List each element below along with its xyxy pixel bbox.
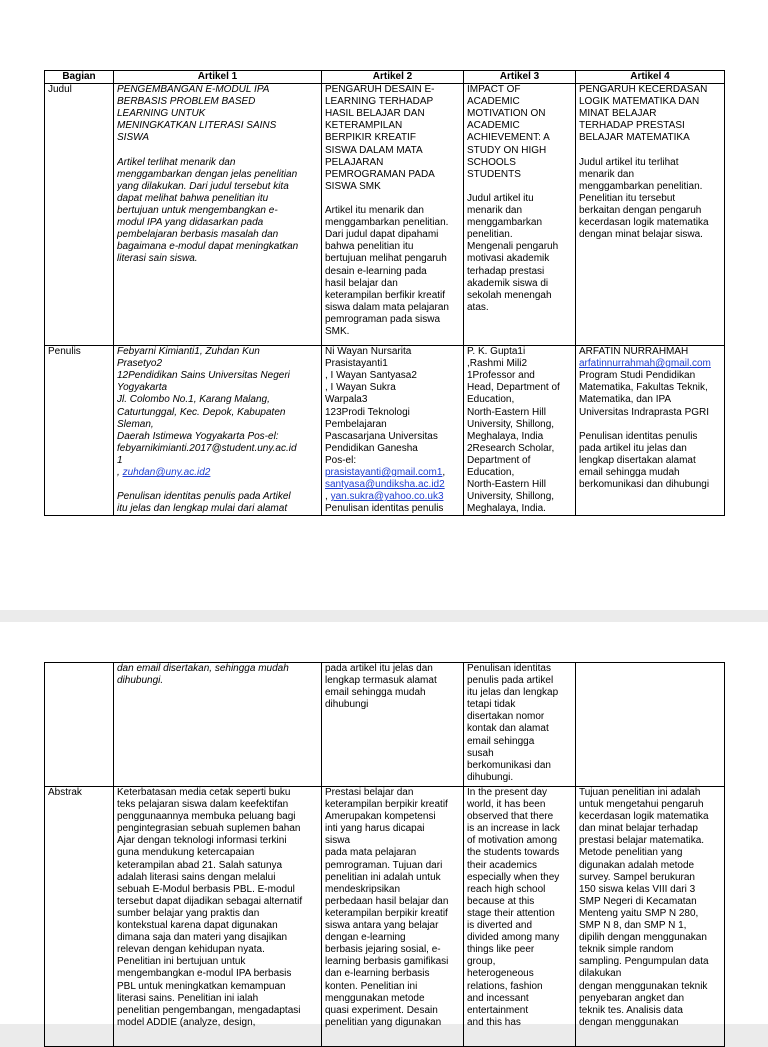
text-line: mengembangkan e-modul IPA berbasis xyxy=(117,968,292,980)
text-line: yang dilakukan. Dari judul tersebut kita xyxy=(117,180,289,192)
text-line: konten. Penelitian ini xyxy=(325,980,418,992)
penulis-artikel-2-identity xyxy=(325,346,460,467)
text-line: menarik dan xyxy=(467,205,523,217)
text-line: Warpala3 xyxy=(325,394,368,406)
text-line: lengkap disertakan alamat xyxy=(579,454,696,466)
text-line: ,Rashmi Mili2 xyxy=(467,358,528,370)
text-line: Penelitian itu tersebut xyxy=(579,192,676,204)
text-line: susah xyxy=(467,747,494,759)
text-line: stage their attention xyxy=(467,907,555,919)
text-line: penggunaannya membuka peluang bagi xyxy=(117,811,296,823)
text-line: pengintegrasian sebuah suplemen bahan xyxy=(117,823,301,835)
text-line: SMP N 8, dan SMP N 1, xyxy=(579,920,687,932)
penulis-artikel-2-note xyxy=(325,503,460,515)
text-line: KETERAMPILAN xyxy=(325,120,403,132)
text-line: TERHADAP PRESTASI xyxy=(579,120,685,132)
text-line: SISWA xyxy=(117,132,150,144)
text-line: SISWA SMK xyxy=(325,180,381,192)
abstrak-artikel-4 xyxy=(576,787,725,1047)
text-line: dan email disertakan, sehingga mudah xyxy=(117,663,289,674)
text-line: sebuah E-Modul berbasis PBL. E-modul xyxy=(117,883,295,895)
text-line: Education, xyxy=(467,467,515,479)
text-line: penyebaran angket dan xyxy=(579,992,685,1004)
text-line: Judul artikel itu terlihat xyxy=(579,156,679,168)
text-line: relations, fashion xyxy=(467,980,543,992)
penulis-artikel-4 xyxy=(576,346,725,516)
header-artikel-4: Artikel 4 xyxy=(576,71,725,84)
text-line: especially when they xyxy=(467,871,560,883)
text-line: PENGARUH DESAIN E- xyxy=(325,84,435,96)
text-line: Matematika, Fakultas Teknik, xyxy=(579,382,708,394)
text-line: Metode penelitian yang xyxy=(579,847,683,859)
text-line: LOGIK MATEMATIKA DAN xyxy=(579,96,700,108)
text-line: Prasetyo2 xyxy=(117,358,163,370)
text-line: world, it has been xyxy=(467,799,546,811)
text-line: Yogyakarta xyxy=(117,382,168,394)
penulis-artikel-2-email-line-3 xyxy=(325,491,460,503)
text-line: PELAJARAN xyxy=(325,156,384,168)
email-suffix: , xyxy=(442,467,446,479)
penulis-artikel-4-name: ARFATIN NURRAHMAH xyxy=(579,346,689,358)
text-line: Dari judul dapat dipahami xyxy=(325,229,439,241)
comparison-table-page-1 xyxy=(44,70,725,516)
penulis-artikel-1 xyxy=(114,346,322,516)
text-line: heterogeneous xyxy=(467,968,534,980)
text-line: Sleman, xyxy=(117,418,154,430)
text-line: MENINGKATKAN LITERASI SAINS xyxy=(117,120,277,132)
header-artikel-3: Artikel 3 xyxy=(464,71,576,84)
text-line: dengan minat belajar siswa. xyxy=(579,229,703,241)
penulis-artikel-4-info xyxy=(579,370,721,491)
text-line: penelitian pengembangan, mengadaptasi xyxy=(117,1004,301,1016)
text-line: terhadap prestasi xyxy=(467,265,545,277)
text-line: Education, xyxy=(467,394,515,406)
text-line: lengkap termasuk alamat xyxy=(325,675,437,687)
text-line: dipilih dengan menggunakan xyxy=(579,932,707,944)
text-line: 1 xyxy=(117,454,123,466)
text-line: In the present day xyxy=(467,787,548,798)
text-line: PBL untuk meningkatkan kemampuan xyxy=(117,980,286,992)
document-page-2 xyxy=(0,622,768,1028)
text-line: adalah literasi sains dengan melalui xyxy=(117,871,276,883)
text-line: ACADEMIC xyxy=(467,120,520,132)
text-line: pada artikel itu jelas dan xyxy=(579,442,687,454)
judul-artikel-3 xyxy=(464,84,576,346)
text-line: 12Pendidikan Sains Universitas Negeri xyxy=(117,370,290,382)
text-line: Mengenali pengaruh xyxy=(467,241,559,253)
text-line: dapat melihat bahwa penelitian itu xyxy=(117,192,269,204)
text-line: and this has xyxy=(467,1016,521,1028)
text-line: email sehingga xyxy=(467,735,535,747)
judul-artikel-2 xyxy=(322,84,464,346)
judul-artikel-1 xyxy=(114,84,322,346)
text-line: SISWA DALAM MATA xyxy=(325,144,423,156)
text-line: Universitas Indraprasta PGRI xyxy=(579,406,710,418)
text-line: Daerah Istimewa Yogyakarta Pos-el: xyxy=(117,430,279,442)
row-label-judul: Judul xyxy=(45,84,114,346)
text-line: North-Eastern Hill xyxy=(467,479,546,491)
penulis-cont-artikel-2 xyxy=(322,663,464,787)
text-line: modul IPA yang didasarkan pada xyxy=(117,217,264,229)
text-line: 150 siswa kelas VIII dari 3 xyxy=(579,883,696,895)
text-line: Head, Department of xyxy=(467,382,560,394)
text-line: MINAT BELAJAR xyxy=(579,108,657,120)
text-line: dengan e-learning xyxy=(325,932,406,944)
text-line: dan e-learning berbasis xyxy=(325,968,430,980)
abstrak-artikel-1 xyxy=(114,787,322,1047)
judul-artikel-4 xyxy=(576,84,725,346)
text-line: North-Eastern Hill xyxy=(467,406,546,418)
text-line: Ajar dengan teknologi informasi terkini xyxy=(117,835,287,847)
penulis-cont-artikel-1 xyxy=(114,663,322,787)
text-line: bahwa penelitian itu xyxy=(325,241,414,253)
penulis-artikel-1-identity xyxy=(117,346,318,467)
text-line: teknik tes. Analisis data xyxy=(579,1004,683,1016)
text-line: berkaitan dengan pengaruh xyxy=(579,205,702,217)
email-link-zuhdan[interactable]: zuhdan@uny.ac.id2 xyxy=(122,467,211,479)
text-line: dengan menggunakan xyxy=(579,1016,679,1028)
row-label-abstrak: Abstrak xyxy=(45,787,114,1047)
text-line: pemrograman. Tujuan dari xyxy=(325,859,443,871)
text-line: 123Prodi Teknologi xyxy=(325,406,410,418)
text-line: bagaimana e-modul dapat meningkatkan xyxy=(117,241,299,253)
text-line: digunakan adalah metode xyxy=(579,859,695,871)
text-line: inti yang harus dicapai xyxy=(325,823,425,835)
text-line: Matematika, dan IPA xyxy=(579,394,672,406)
text-line: Meghalaya, India xyxy=(467,430,544,442)
text-line: email sehingga mudah xyxy=(325,687,426,699)
text-line: P. K. Gupta1i xyxy=(467,346,526,358)
penulis-artikel-2-email-line-1 xyxy=(325,467,460,479)
text-line: is an increase in lack xyxy=(467,823,560,835)
text-line: Penulisan identitas penulis pada Artikel xyxy=(117,491,291,503)
text-line: Ni Wayan Nursarita xyxy=(325,346,412,358)
text-line: SCHOOLS xyxy=(467,156,516,168)
text-line: untuk mengetahui pengaruh xyxy=(579,799,704,811)
text-line: relevan dengan kehidupan nyata. xyxy=(117,944,265,956)
text-line: PEMROGRAMAN PADA xyxy=(325,168,435,180)
text-line: observed that there xyxy=(467,811,554,823)
header-bagian: Bagian xyxy=(45,71,114,84)
row-judul xyxy=(45,84,725,346)
text-line: , I Wayan Sukra xyxy=(325,382,396,394)
text-line: Keterbatasan media cetak seperti buku xyxy=(117,787,291,798)
text-line: LEARNING UNTUK xyxy=(117,108,206,120)
text-line: MOTIVATION ON xyxy=(467,108,546,120)
row-label-empty xyxy=(45,663,114,787)
text-line: pembelajaran berbasis masalah dan xyxy=(117,229,279,241)
text-line: keterampilan berpikir kreatif xyxy=(325,799,448,811)
text-line: because at this xyxy=(467,895,535,907)
text-line: pada artikel itu jelas dan xyxy=(325,663,433,674)
text-line: Artikel terlihat menarik dan xyxy=(117,156,236,168)
abstrak-artikel-2 xyxy=(322,787,464,1047)
text-line: their academics xyxy=(467,859,538,871)
text-line: pada mata pelajaran xyxy=(325,847,417,859)
text-line: LEARNING TERHADAP xyxy=(325,96,434,108)
text-line: dilakukan xyxy=(579,968,622,980)
text-line: divided among many xyxy=(467,932,560,944)
text-line: disertakan nomor xyxy=(467,711,545,723)
text-line: Penelitian ini bertujuan untuk xyxy=(117,956,246,968)
text-line: hasil belajar dan xyxy=(325,277,398,289)
text-line: University, Shillong, xyxy=(467,491,555,503)
email-link-yan-sukra[interactable]: yan.sukra@yahoo.co.uk3 xyxy=(330,491,444,503)
text-line: Meghalaya, India. xyxy=(467,503,546,515)
row-label-penulis: Penulis xyxy=(45,346,114,516)
text-line: menggambarkan penelitian. xyxy=(325,217,449,229)
text-line: ACHIEVEMENT: A xyxy=(467,132,550,144)
text-line: siswa xyxy=(325,835,351,847)
text-line: menggambarkan penelitian. xyxy=(579,180,703,192)
text-line: kontekstual karena dapat digunakan xyxy=(117,920,278,932)
text-line: bertujuan untuk mengembangkan e- xyxy=(117,205,278,217)
text-line: is diverted and xyxy=(467,920,533,932)
text-line: PENGARUH KECERDASAN xyxy=(579,84,708,96)
text-line: dihubungi xyxy=(325,699,369,711)
text-line: Penulisan identitas penulis xyxy=(325,503,444,515)
email-link-santyasa[interactable]: santyasa@undiksha.ac.id2 xyxy=(325,479,445,491)
text-line: SMP Negeri di Kecamatan xyxy=(579,895,697,907)
text-line: email sehingga mudah xyxy=(579,467,680,479)
text-line: Tujuan penelitian ini adalah xyxy=(579,787,701,798)
text-line: tersebut dapat dijadikan sebagai alternatif xyxy=(117,895,303,907)
text-line: model ADDIE (analyze, design, xyxy=(117,1016,256,1028)
row-abstrak xyxy=(45,787,725,1047)
text-line: SMK. xyxy=(325,325,350,337)
text-line: Amerupakan kompetensi xyxy=(325,811,436,823)
text-line: keterampilan berfikir kreatif xyxy=(325,289,446,301)
text-line: berkomunikasi dan xyxy=(467,759,551,771)
text-line: of motivation among xyxy=(467,835,558,847)
text-line: Department of xyxy=(467,454,531,466)
text-line: Pembelajaran xyxy=(325,418,387,430)
email-prefix: , xyxy=(325,491,331,503)
text-line: IMPACT OF xyxy=(467,84,521,96)
text-line: dihubungi. xyxy=(117,675,164,687)
text-line: prestasi belajar matematika. xyxy=(579,835,705,847)
text-line: itu jelas dan lengkap mulai dari alamat xyxy=(117,503,288,515)
text-line: 1Professor and xyxy=(467,370,535,382)
text-line: motivasi akademik xyxy=(467,253,550,265)
text-line: literasi sains. Penelitian ini ialah xyxy=(117,992,259,1004)
text-line: akademik siswa di xyxy=(467,277,549,289)
row-penulis-continued xyxy=(45,663,725,787)
text-line: group, xyxy=(467,956,496,968)
text-line: pemrograman pada siswa xyxy=(325,313,441,325)
text-line: desain e-learning pada xyxy=(325,265,427,277)
text-line: mendeskripsikan xyxy=(325,883,401,895)
text-line: bertujuan melihat pengaruh xyxy=(325,253,447,265)
text-line: siswa dalam mata pelajaran xyxy=(325,301,449,313)
text-line: BERPIKIR KREATIF xyxy=(325,132,416,144)
email-link-arfatin[interactable]: arfatinnurrahmah@gmail.com xyxy=(579,358,711,370)
text-line: ACADEMIC xyxy=(467,96,520,108)
text-line: sumber belajar yang praktis dan xyxy=(117,907,260,919)
text-line: dimana saja dan materi yang disajikan xyxy=(117,932,288,944)
text-line: learning berbasis gamifikasi xyxy=(325,956,449,968)
text-line: things like peer xyxy=(467,944,535,956)
text-line: Program Studi Pendidikan xyxy=(579,370,696,382)
penulis-cont-artikel-4 xyxy=(576,663,725,787)
text-line: the students towards xyxy=(467,847,560,859)
text-line: Jl. Colombo No.1, Karang Malang, xyxy=(117,394,270,406)
text-line: Penulisan identitas xyxy=(467,663,551,674)
text-line: menarik dan xyxy=(579,168,635,180)
text-line: menggunakan metode xyxy=(325,992,425,1004)
text-line: menggambarkan dengan jelas penelitian xyxy=(117,168,298,180)
penulis-artikel-2 xyxy=(322,346,464,516)
text-line: sekolah menengah xyxy=(467,289,552,301)
text-line: reach high school xyxy=(467,883,546,895)
text-line: kecerdasan logik matematika xyxy=(579,217,709,229)
text-line: PENGEMBANGAN E-MODUL IPA xyxy=(117,84,270,96)
text-line: siswa antara yang belajar xyxy=(325,920,439,932)
penulis-artikel-3 xyxy=(464,346,576,516)
text-line: penelitian yang digunakan xyxy=(325,1016,442,1028)
header-artikel-2: Artikel 2 xyxy=(322,71,464,84)
text-line: penulis pada artikel xyxy=(467,675,554,687)
comparison-table-page-2 xyxy=(44,662,725,1047)
penulis-artikel-1-note xyxy=(117,491,318,515)
text-line: STUDENTS xyxy=(467,168,521,180)
row-penulis xyxy=(45,346,725,516)
text-line: , I Wayan Santyasa2 xyxy=(325,370,417,382)
text-line: Penulisan identitas penulis xyxy=(579,430,698,442)
text-line: survey. Sampel berukuran xyxy=(579,871,695,883)
text-line: penelitian ini adalah untuk xyxy=(325,871,441,883)
text-line: Prestasi belajar dan xyxy=(325,787,414,798)
text-line: BERBASIS PROBLEM BASED xyxy=(117,96,256,108)
text-line: keterampilan berpikir kreatif xyxy=(325,907,448,919)
text-line: BELAJAR MATEMATIKA xyxy=(579,132,690,144)
text-line: Pascasarjana Universitas xyxy=(325,430,438,442)
text-line: berbasis jejaring sosial, e- xyxy=(325,944,441,956)
text-line: entertainment xyxy=(467,1004,529,1016)
text-line: dan minat belajar terhadap xyxy=(579,823,698,835)
text-line: perbedaan hasil belajar dan xyxy=(325,895,449,907)
penulis-artikel-2-email-line-2 xyxy=(325,479,460,491)
text-line: and incessant xyxy=(467,992,529,1004)
text-line: 2Research Scholar, xyxy=(467,442,555,454)
text-line: kontak dan alamat xyxy=(467,723,549,735)
header-artikel-1: Artikel 1 xyxy=(114,71,322,84)
text-line: berkomunikasi dan dihubungi xyxy=(579,479,710,491)
abstrak-artikel-3 xyxy=(464,787,576,1047)
text-line: Prasistayanti1 xyxy=(325,358,388,370)
text-line: tetapi tidak xyxy=(467,699,516,711)
text-line: atas. xyxy=(467,301,489,313)
text-line: Caturtunggal, Kec. Depok, Kabupaten xyxy=(117,406,286,418)
text-line: menggambarkan xyxy=(467,217,543,229)
text-line: itu jelas dan lengkap xyxy=(467,687,559,699)
text-line: kecerdasan logik matematika xyxy=(579,811,709,823)
text-line: keterampilan abad 21. Salah satunya xyxy=(117,859,283,871)
text-line: literasi sain siswa. xyxy=(117,253,198,265)
text-line: University, Shillong, xyxy=(467,418,555,430)
penulis-cont-artikel-3 xyxy=(464,663,576,787)
text-line: Pos-el: xyxy=(325,454,357,466)
text-line: Pendidikan Ganesha xyxy=(325,442,418,454)
text-line: teks pelajaran siswa dalam keefektifan xyxy=(117,799,289,811)
table-header-row xyxy=(45,71,725,84)
text-line: febyarnikimianti.2017@student.uny.ac.id xyxy=(117,442,297,454)
text-line: STUDY ON HIGH xyxy=(467,144,547,156)
text-line: sampling. Pengumpulan data xyxy=(579,956,709,968)
text-line: Menteng yaitu SMP N 280, xyxy=(579,907,699,919)
text-line: dengan menggunakan teknik xyxy=(579,980,708,992)
text-line: Judul artikel itu xyxy=(467,192,534,204)
text-line: HASIL BELAJAR DAN xyxy=(325,108,425,120)
email-link-prasistayanti[interactable]: prasistayanti@gmail.com1 xyxy=(325,467,443,479)
text-line: penelitian. xyxy=(467,229,513,241)
email-prefix: , xyxy=(117,467,123,479)
text-line: Artikel itu menarik dan xyxy=(325,205,424,217)
text-line: quasi experiment. Desain xyxy=(325,1004,438,1016)
text-line: guna mendukung ketercapaian xyxy=(117,847,255,859)
text-line: teknik simple random xyxy=(579,944,674,956)
text-line: Febyarni Kimianti1, Zuhdan Kun xyxy=(117,346,260,358)
text-line: dihubungi. xyxy=(467,771,514,783)
penulis-artikel-1-email-line xyxy=(117,467,318,479)
